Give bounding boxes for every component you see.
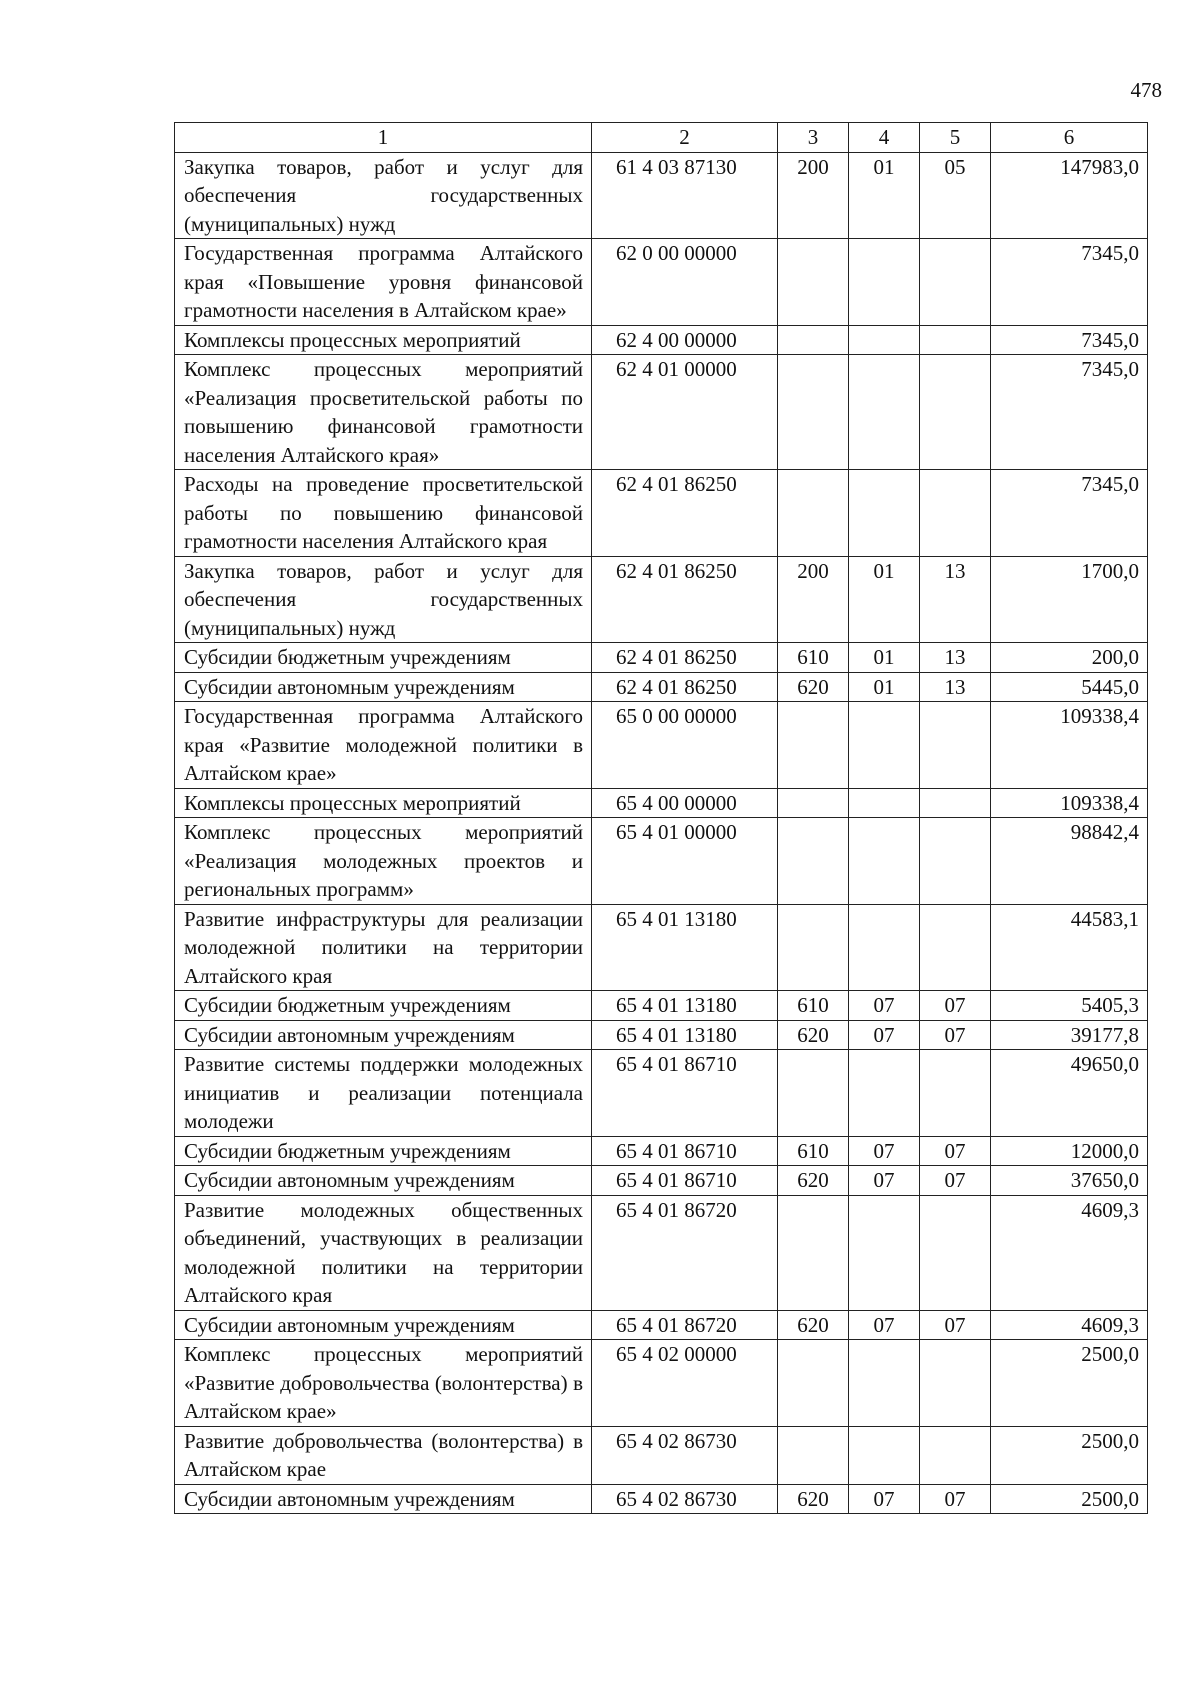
row-code: 65 4 01 00000 xyxy=(592,818,778,905)
table-row xyxy=(175,1166,1148,1196)
header-col-3: 3 xyxy=(778,123,849,153)
row-sum: 4609,3 xyxy=(991,1195,1148,1310)
row-pr: 05 xyxy=(920,152,991,239)
row-rz: 07 xyxy=(849,991,920,1021)
row-rz: 07 xyxy=(849,1310,920,1340)
row-code: 65 4 02 86730 xyxy=(592,1484,778,1514)
row-rz xyxy=(849,470,920,557)
row-pr xyxy=(920,1195,991,1310)
table-row xyxy=(175,643,1148,673)
row-pr xyxy=(920,325,991,355)
table-row xyxy=(175,239,1148,326)
row-vr xyxy=(778,904,849,991)
row-pr xyxy=(920,818,991,905)
header-col-5: 5 xyxy=(920,123,991,153)
row-vr xyxy=(778,702,849,789)
table-row xyxy=(175,325,1148,355)
table-row xyxy=(175,904,1148,991)
row-sum: 37650,0 xyxy=(991,1166,1148,1196)
row-pr xyxy=(920,788,991,818)
row-name: Государственная программа Алтайского края «Развитие молодежной политики в Алтайском крае» xyxy=(175,702,592,789)
row-rz xyxy=(849,904,920,991)
row-vr xyxy=(778,355,849,470)
row-sum: 5445,0 xyxy=(991,672,1148,702)
row-sum: 7345,0 xyxy=(991,355,1148,470)
row-name: Субсидии автономным учреждениям xyxy=(175,1020,592,1050)
row-rz xyxy=(849,325,920,355)
row-sum: 4609,3 xyxy=(991,1310,1148,1340)
row-sum: 109338,4 xyxy=(991,788,1148,818)
row-code: 62 4 01 86250 xyxy=(592,556,778,643)
row-sum: 147983,0 xyxy=(991,152,1148,239)
table-row xyxy=(175,1195,1148,1310)
row-vr: 620 xyxy=(778,1484,849,1514)
row-name: Комплексы процессных мероприятий xyxy=(175,325,592,355)
table-row xyxy=(175,818,1148,905)
row-name: Развитие системы поддержки молодежных инициатив и реализации потенциала молодежи xyxy=(175,1050,592,1137)
row-rz: 07 xyxy=(849,1136,920,1166)
row-pr: 13 xyxy=(920,672,991,702)
row-vr: 620 xyxy=(778,1310,849,1340)
row-code: 61 4 03 87130 xyxy=(592,152,778,239)
table-row xyxy=(175,1020,1148,1050)
row-name: Субсидии автономным учреждениям xyxy=(175,1310,592,1340)
row-rz xyxy=(849,1426,920,1484)
row-vr: 620 xyxy=(778,1020,849,1050)
table-row xyxy=(175,1310,1148,1340)
row-pr: 13 xyxy=(920,556,991,643)
table-row xyxy=(175,152,1148,239)
row-vr: 200 xyxy=(778,556,849,643)
row-name: Развитие добровольчества (волонтерства) в Алтайском крае xyxy=(175,1426,592,1484)
row-name: Государственная программа Алтайского края «Повышение уровня финансовой грамотности населения в Алтайском крае» xyxy=(175,239,592,326)
table-row xyxy=(175,672,1148,702)
table-row xyxy=(175,1136,1148,1166)
row-name: Расходы на проведение просветительской работы по повышению финансовой грамотности населения Алтайского края xyxy=(175,470,592,557)
row-name: Закупка товаров, работ и услуг для обеспечения государственных (муниципальных) нужд xyxy=(175,152,592,239)
header-col-2: 2 xyxy=(592,123,778,153)
row-code: 62 4 00 00000 xyxy=(592,325,778,355)
row-pr xyxy=(920,470,991,557)
row-vr xyxy=(778,325,849,355)
table-body xyxy=(175,152,1148,1514)
row-rz xyxy=(849,788,920,818)
row-rz: 01 xyxy=(849,556,920,643)
table-row xyxy=(175,1426,1148,1484)
row-sum: 7345,0 xyxy=(991,325,1148,355)
row-name: Комплекс процессных мероприятий «Реализация молодежных проектов и региональных программ» xyxy=(175,818,592,905)
row-pr: 07 xyxy=(920,1136,991,1166)
row-rz xyxy=(849,355,920,470)
row-name: Субсидии бюджетным учреждениям xyxy=(175,643,592,673)
budget-table xyxy=(174,122,1148,1514)
row-sum: 2500,0 xyxy=(991,1426,1148,1484)
row-vr: 200 xyxy=(778,152,849,239)
row-code: 62 4 01 86250 xyxy=(592,643,778,673)
row-sum: 39177,8 xyxy=(991,1020,1148,1050)
row-pr xyxy=(920,1340,991,1427)
row-code: 62 0 00 00000 xyxy=(592,239,778,326)
row-sum: 12000,0 xyxy=(991,1136,1148,1166)
row-sum: 2500,0 xyxy=(991,1340,1148,1427)
row-vr: 620 xyxy=(778,1166,849,1196)
table-row xyxy=(175,702,1148,789)
row-pr: 07 xyxy=(920,1020,991,1050)
table-row xyxy=(175,556,1148,643)
row-vr xyxy=(778,1340,849,1427)
row-vr xyxy=(778,1050,849,1137)
row-rz xyxy=(849,818,920,905)
row-sum: 7345,0 xyxy=(991,239,1148,326)
row-name: Развитие молодежных общественных объединений, участвующих в реализации молодежной политики на территории Алтайского края xyxy=(175,1195,592,1310)
row-rz: 07 xyxy=(849,1484,920,1514)
row-rz: 01 xyxy=(849,672,920,702)
row-vr: 610 xyxy=(778,1136,849,1166)
header-col-4: 4 xyxy=(849,123,920,153)
row-sum: 1700,0 xyxy=(991,556,1148,643)
row-pr: 07 xyxy=(920,1166,991,1196)
row-vr xyxy=(778,1195,849,1310)
row-vr xyxy=(778,470,849,557)
row-code: 62 4 01 86250 xyxy=(592,672,778,702)
table-row xyxy=(175,788,1148,818)
row-pr xyxy=(920,355,991,470)
row-sum: 7345,0 xyxy=(991,470,1148,557)
row-code: 65 4 01 86720 xyxy=(592,1310,778,1340)
header-row xyxy=(175,123,1148,153)
row-rz xyxy=(849,1195,920,1310)
row-rz: 01 xyxy=(849,152,920,239)
row-pr: 07 xyxy=(920,1310,991,1340)
row-sum: 5405,3 xyxy=(991,991,1148,1021)
page-number: 478 xyxy=(1130,78,1162,102)
row-vr xyxy=(778,788,849,818)
row-pr xyxy=(920,702,991,789)
row-rz xyxy=(849,239,920,326)
table-row xyxy=(175,991,1148,1021)
table-row xyxy=(175,1050,1148,1137)
row-sum: 109338,4 xyxy=(991,702,1148,789)
row-name: Комплекс процессных мероприятий «Развитие добровольчества (волонтерства) в Алтайском крае» xyxy=(175,1340,592,1427)
row-vr: 610 xyxy=(778,643,849,673)
row-name: Закупка товаров, работ и услуг для обеспечения государственных (муниципальных) нужд xyxy=(175,556,592,643)
row-code: 65 4 01 86710 xyxy=(592,1136,778,1166)
row-code: 62 4 01 86250 xyxy=(592,470,778,557)
row-rz xyxy=(849,702,920,789)
row-vr: 610 xyxy=(778,991,849,1021)
table-row xyxy=(175,1484,1148,1514)
row-vr: 620 xyxy=(778,672,849,702)
row-rz: 01 xyxy=(849,643,920,673)
table-row xyxy=(175,355,1148,470)
row-pr xyxy=(920,239,991,326)
row-sum: 49650,0 xyxy=(991,1050,1148,1137)
row-code: 65 4 01 86710 xyxy=(592,1166,778,1196)
row-pr: 07 xyxy=(920,1484,991,1514)
row-pr: 13 xyxy=(920,643,991,673)
row-code: 65 4 01 13180 xyxy=(592,904,778,991)
row-code: 65 4 01 86720 xyxy=(592,1195,778,1310)
table-row xyxy=(175,1340,1148,1427)
row-code: 65 4 02 86730 xyxy=(592,1426,778,1484)
row-pr xyxy=(920,904,991,991)
row-name: Субсидии бюджетным учреждениям xyxy=(175,991,592,1021)
row-name: Субсидии автономным учреждениям xyxy=(175,672,592,702)
row-rz: 07 xyxy=(849,1166,920,1196)
table-row xyxy=(175,470,1148,557)
row-rz xyxy=(849,1340,920,1427)
row-sum: 44583,1 xyxy=(991,904,1148,991)
row-pr xyxy=(920,1050,991,1137)
row-sum: 200,0 xyxy=(991,643,1148,673)
row-name: Комплексы процессных мероприятий xyxy=(175,788,592,818)
row-pr: 07 xyxy=(920,991,991,1021)
header-col-6: 6 xyxy=(991,123,1148,153)
row-sum: 2500,0 xyxy=(991,1484,1148,1514)
row-name: Субсидии автономным учреждениям xyxy=(175,1166,592,1196)
row-sum: 98842,4 xyxy=(991,818,1148,905)
row-code: 65 4 00 00000 xyxy=(592,788,778,818)
row-vr xyxy=(778,239,849,326)
header-col-1: 1 xyxy=(175,123,592,153)
row-vr xyxy=(778,818,849,905)
row-code: 62 4 01 00000 xyxy=(592,355,778,470)
row-name: Субсидии автономным учреждениям xyxy=(175,1484,592,1514)
row-name: Комплекс процессных мероприятий «Реализация просветительской работы по повышению финансовой грамотности населения Алтайского края» xyxy=(175,355,592,470)
row-rz: 07 xyxy=(849,1020,920,1050)
row-code: 65 4 01 86710 xyxy=(592,1050,778,1137)
row-code: 65 4 01 13180 xyxy=(592,1020,778,1050)
row-code: 65 0 00 00000 xyxy=(592,702,778,789)
row-name: Субсидии бюджетным учреждениям xyxy=(175,1136,592,1166)
row-pr xyxy=(920,1426,991,1484)
row-vr xyxy=(778,1426,849,1484)
row-code: 65 4 02 00000 xyxy=(592,1340,778,1427)
row-code: 65 4 01 13180 xyxy=(592,991,778,1021)
row-rz xyxy=(849,1050,920,1137)
row-name: Развитие инфраструктуры для реализации молодежной политики на территории Алтайского края xyxy=(175,904,592,991)
